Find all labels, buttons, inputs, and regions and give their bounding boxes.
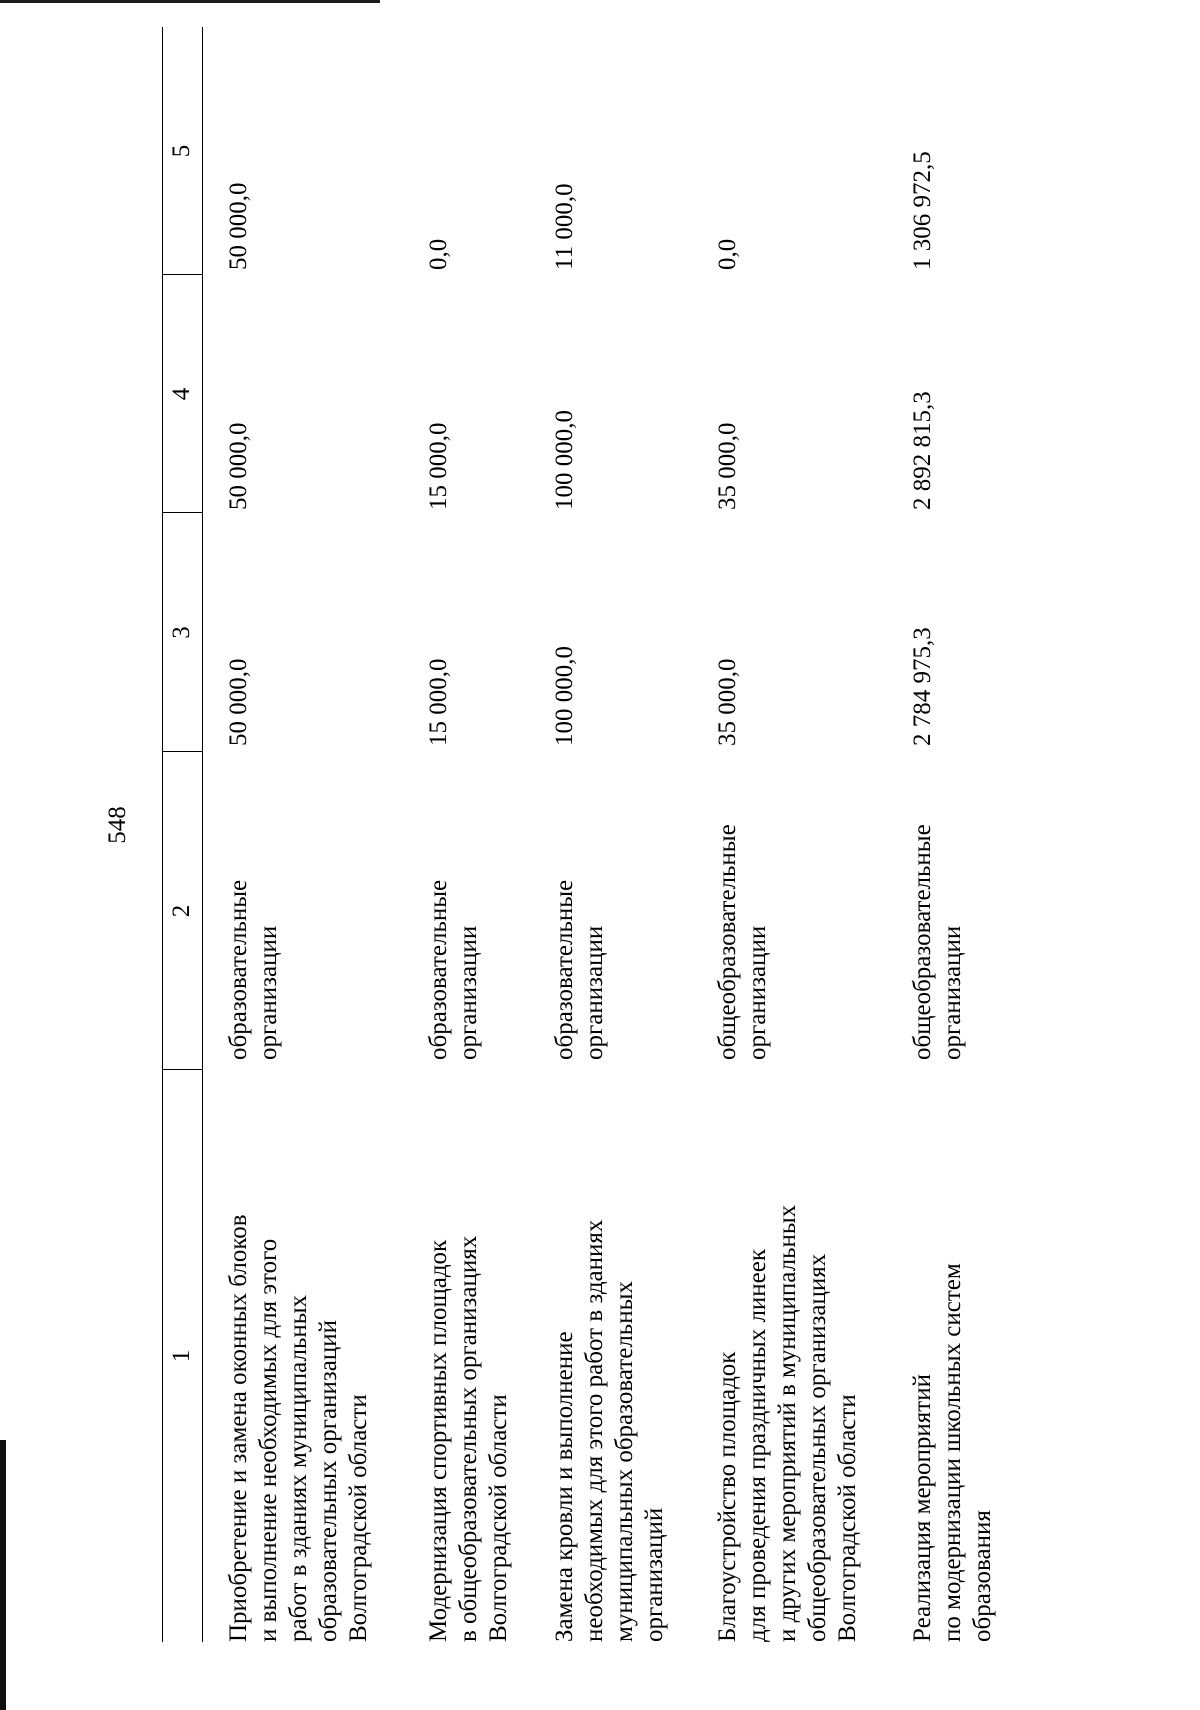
row-2-col5: 0,0 xyxy=(425,238,452,270)
header-col-2: 2 xyxy=(168,904,195,918)
row-3-organization: образовательные организации xyxy=(551,879,608,1060)
header-col-3: 3 xyxy=(168,626,195,639)
header-col-4: 4 xyxy=(168,387,195,401)
row-5-col5: 1 306 972,5 xyxy=(909,151,936,270)
row-3-name: Замена кровли и выполнение необходимых для этого работ в зданиях муниципальных образовательных организаций xyxy=(551,1219,668,1642)
row-5-name: Реализация мероприятий по модернизации школьных систем образования xyxy=(909,1263,996,1642)
row-4-col5: 0,0 xyxy=(714,238,741,270)
row-3-col3: 100 000,0 xyxy=(551,646,578,746)
row-1-name: Приобретение и замена оконных блоков и выполнение необходимых для этого работ в зданиях муниципальных образовательных организаций Волгоградской области xyxy=(225,1214,372,1642)
row-2-col3: 15 000,0 xyxy=(425,658,452,746)
row-4-name: Благоустройство площадок для проведения праздничных линеек и других мероприятий в муниципальных общеобразовательных организациях Волгоградской области xyxy=(714,1204,861,1642)
row-2-col4: 15 000,0 xyxy=(425,422,452,510)
row-5-organization: общеобразовательные организации xyxy=(909,824,966,1060)
row-2-organization: образовательные организации xyxy=(425,879,482,1060)
row-4-col3: 35 000,0 xyxy=(714,658,741,746)
row-2-name: Модернизация спортивных площадок в общеобразовательных организациях Волгоградской области xyxy=(425,1235,512,1642)
row-3-col5: 11 000,0 xyxy=(551,183,578,270)
row-1-col5: 50 000,0 xyxy=(225,182,252,270)
row-1-organization: образовательные организации xyxy=(225,879,282,1060)
row-4-col4: 35 000,0 xyxy=(714,422,741,510)
header-col-5: 5 xyxy=(168,144,195,158)
header-col-1: 1 xyxy=(168,1349,195,1363)
row-3-col4: 100 000,0 xyxy=(551,410,578,510)
row-1-col3: 50 000,0 xyxy=(225,658,252,746)
page-number: 548 xyxy=(104,806,131,844)
row-5-col4: 2 892 815,3 xyxy=(909,391,936,510)
row-5-col3: 2 784 975,3 xyxy=(909,627,936,746)
table-header-border xyxy=(202,27,203,1642)
row-1-col4: 50 000,0 xyxy=(225,422,252,510)
row-4-organization: общеобразовательные организации xyxy=(714,824,771,1060)
table-top-border xyxy=(162,27,163,1642)
